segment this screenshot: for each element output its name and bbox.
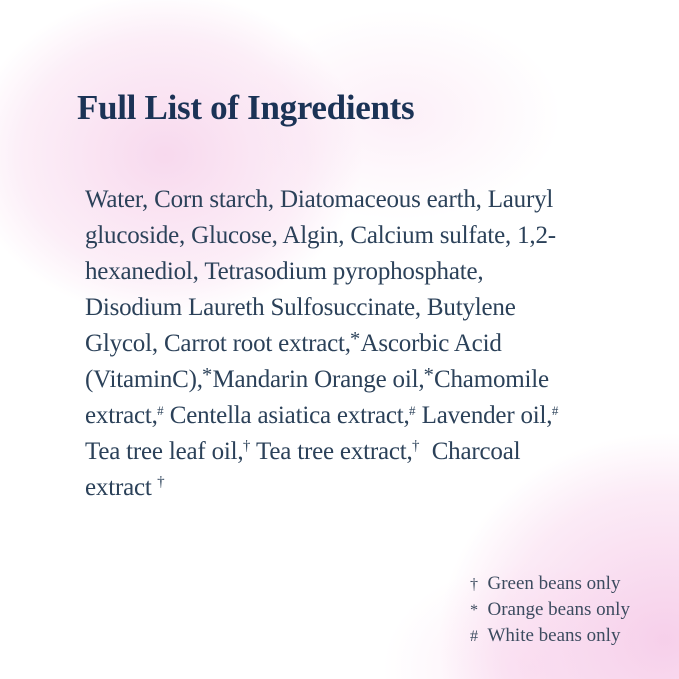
dagger-marker: †	[242, 438, 251, 455]
ingredients-line: Tea tree leaf oil,† Tea tree extract,† Charcoal	[85, 438, 521, 465]
dagger-marker: †	[157, 474, 165, 491]
dagger-marker: †	[412, 438, 420, 455]
ingredients-line: hexanediol, Tetrasodium pyrophosphate,	[85, 258, 484, 285]
ingredients-line: extract,# Centella asiatica extract,# Lavender oil,#	[85, 402, 559, 429]
page-title: Full List of Ingredients	[77, 88, 415, 127]
footnote-label: White beans only	[487, 625, 621, 646]
hash-symbol: #	[469, 628, 479, 645]
ingredients-line: Glycol, Carrot root extract,*Ascorbic Acid	[85, 327, 502, 357]
ingredients-text	[85, 182, 660, 506]
footnote-green-beans	[436, 545, 630, 594]
footnote-label: Green beans only	[487, 573, 621, 594]
hash-marker: #	[551, 402, 559, 418]
hash-marker: #	[409, 402, 416, 418]
ingredients-line: Water, Corn starch, Diatomaceous earth, Lauryl	[85, 186, 554, 213]
asterisk-marker: *	[350, 327, 361, 350]
asterisk-marker: *	[202, 363, 213, 386]
footnotes	[436, 545, 630, 646]
ingredients-line: (VitaminC),*Mandarin Orange oil,*Chamomile	[85, 363, 549, 393]
asterisk-symbol: *	[469, 602, 479, 619]
ingredients-line: Disodium Laureth Sulfosuccinate, Butylene	[85, 294, 516, 321]
dagger-symbol: †	[469, 576, 479, 593]
hash-marker: #	[157, 402, 164, 418]
asterisk-marker: *	[423, 363, 434, 386]
ingredients-line: glucoside, Glucose, Algin, Calcium sulfate, 1,2-	[85, 222, 556, 249]
ingredients-line: extract †	[85, 474, 165, 501]
footnote-label: Orange beans only	[487, 599, 630, 620]
